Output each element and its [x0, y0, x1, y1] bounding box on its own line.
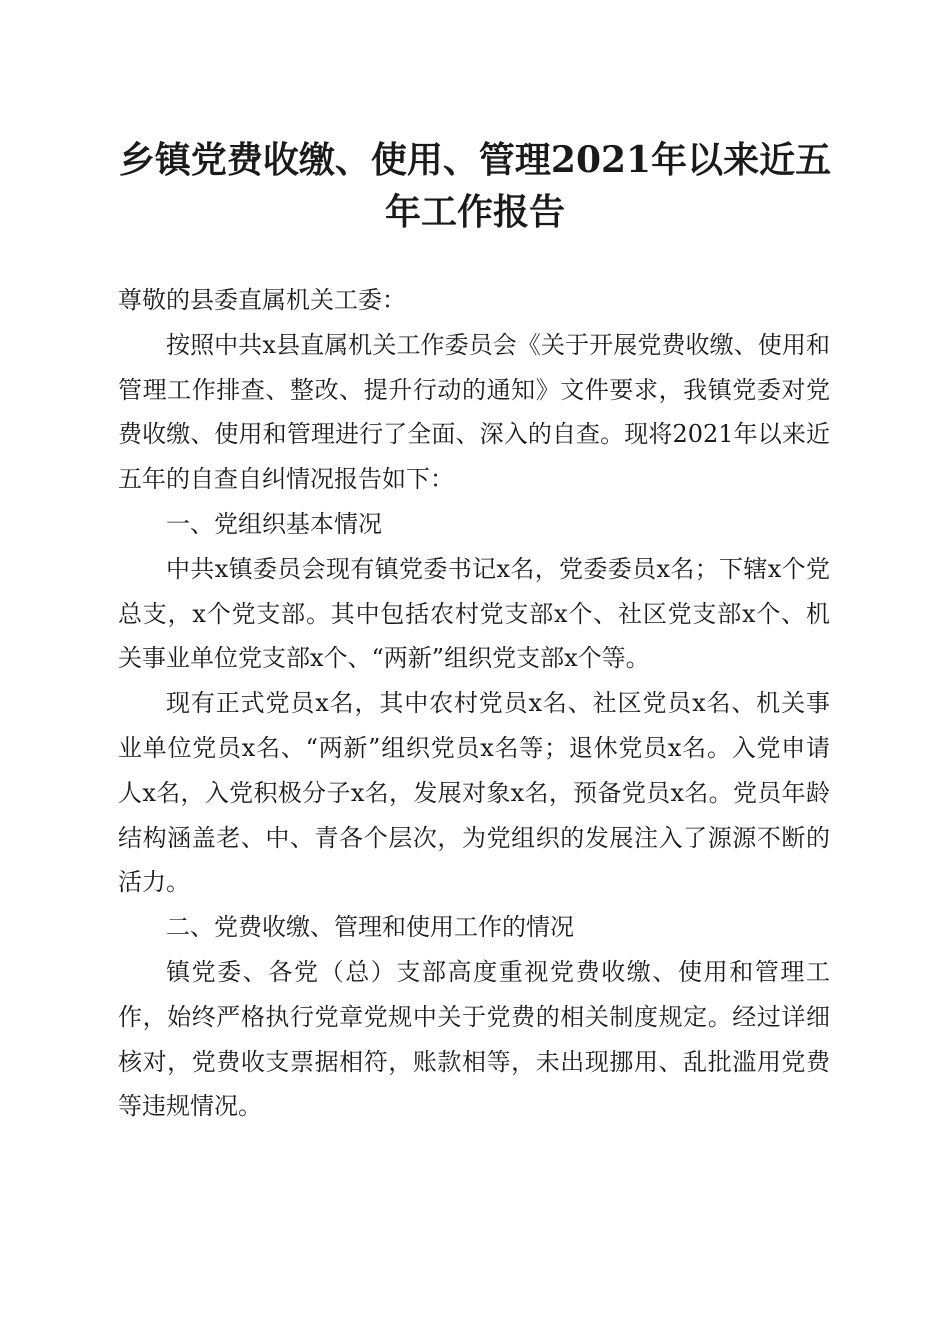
section-heading-1: 一、党组织基本情况 [166, 509, 382, 538]
title-line-2: 年工作报告 [384, 191, 565, 233]
document-title [110, 134, 840, 238]
document-body [118, 278, 830, 1129]
section1-paragraph-2: 现有正式党员x名，其中农村党员x名、社区党员x名、机关事业单位党员x名、“两新”组织党员x名等；退休党员x名。入党申请人x名，入党积极分子x名，发展对象x名，预备党员x名。党员年龄结构涵盖老、中、青各个层次，为党组织的发展注入了源源不断的活力。 [118, 689, 830, 897]
section1-paragraph-1: 中共x镇委员会现有镇党委书记x名，党委委员x名；下辖x个党总支，x个党支部。其中包括农村党支部x个、社区党支部x个、机关事业单位党支部x个、“两新”组织党支部x个等。 [118, 554, 830, 673]
title-line-1: 乡镇党费收缴、使用、管理2021年以来近五 [118, 139, 832, 181]
intro-paragraph: 按照中共x县直属机关工作委员会《关于开展党费收缴、使用和管理工作排查、整改、提升行动的通知》文件要求，我镇党委对党费收缴、使用和管理进行了全面、深入的自查。现将2021年以来近五年的自查自纠情况报告如下： [118, 330, 830, 494]
salutation: 尊敬的县委直属机关工委： [118, 286, 406, 314]
section2-paragraph-1: 镇党委、各党（总）支部高度重视党费收缴、使用和管理工作，始终严格执行党章党规中关于党费的相关制度规定。经过详细核对，党费收支票据相符，账款相等，未出现挪用、乱批滥用党费等违规情况。 [118, 957, 830, 1121]
section-heading-2: 二、党费收缴、管理和使用工作的情况 [166, 913, 574, 942]
